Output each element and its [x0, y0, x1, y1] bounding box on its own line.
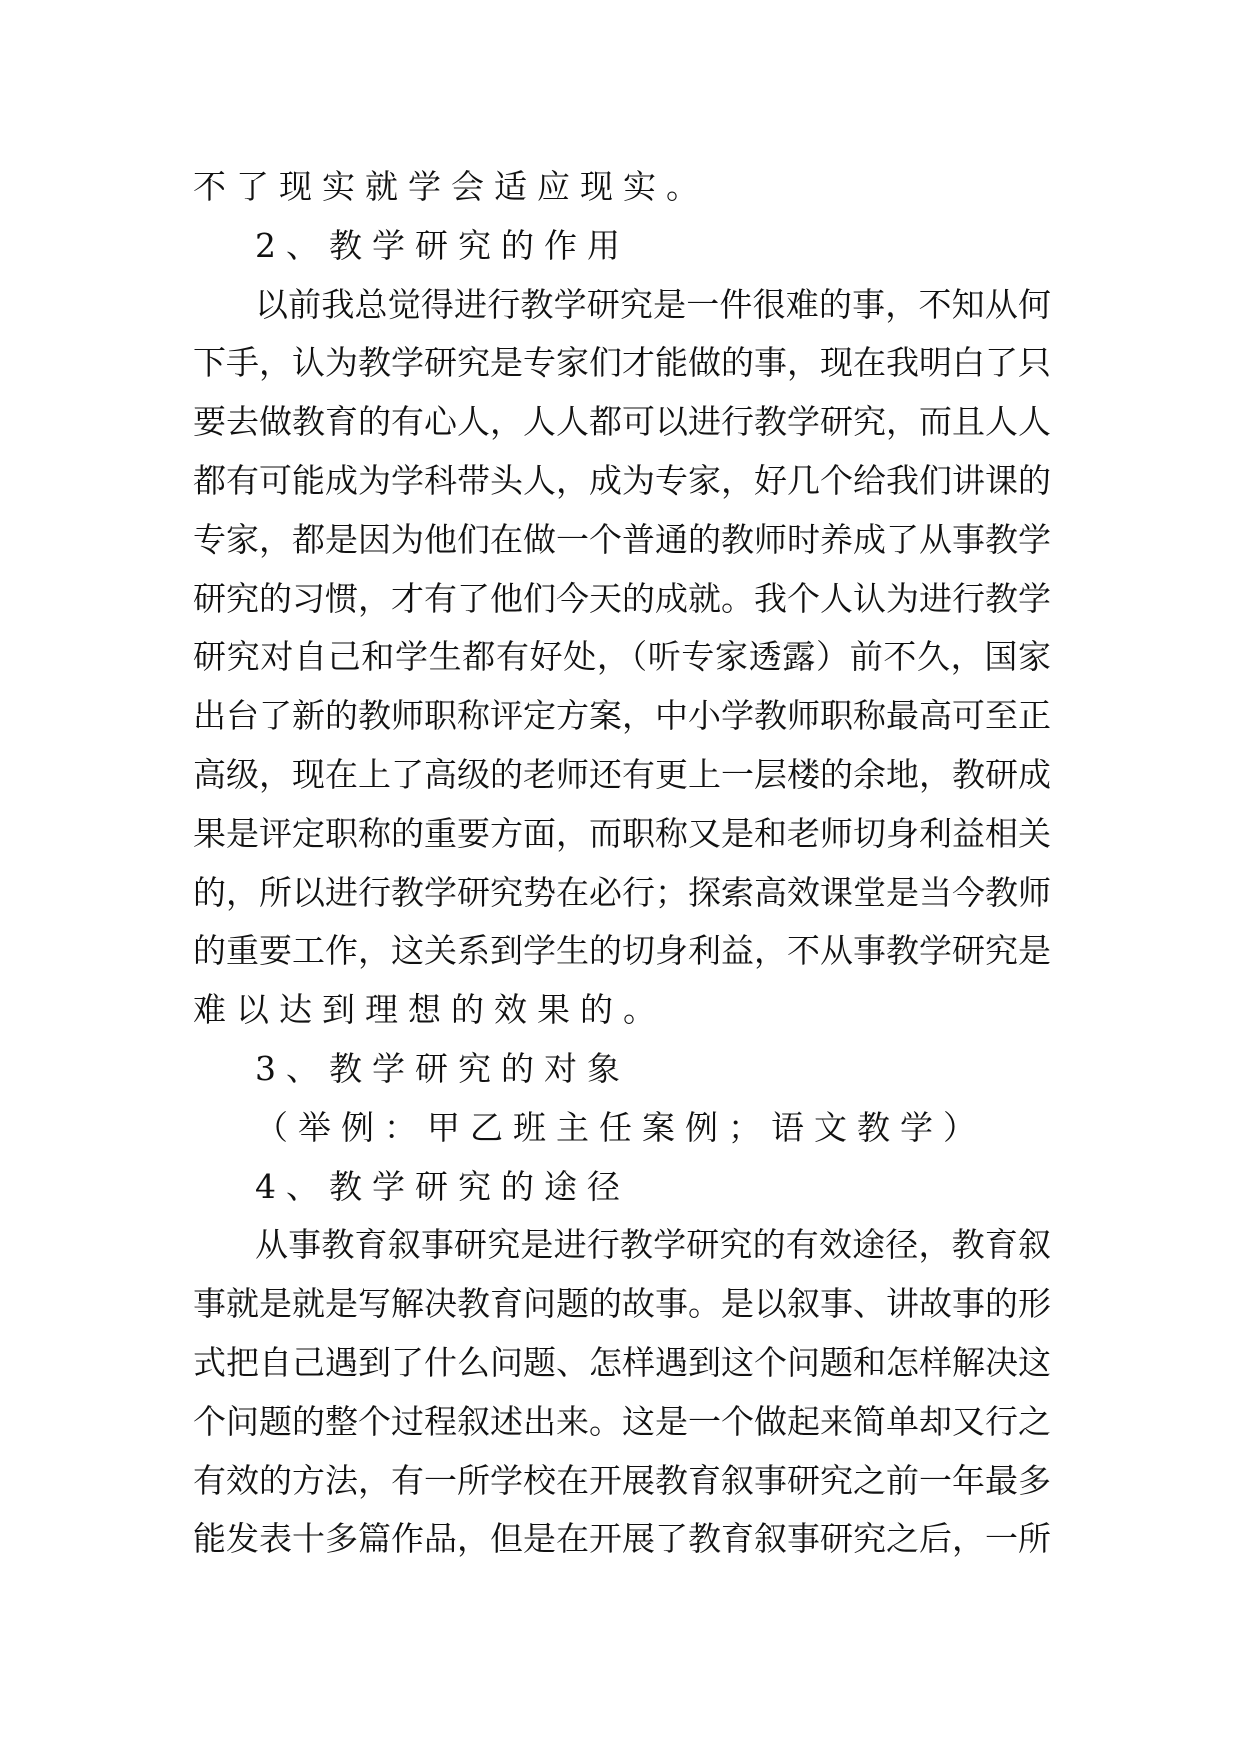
text-line: 难以达到理想的效果的。	[193, 990, 666, 1030]
text-line: （举例：甲乙班主任案例；语文教学）	[255, 1107, 986, 1147]
text-line: 从事教育叙事研究是进行教学研究的有效途径，教育叙	[255, 1225, 1051, 1265]
section-heading: 4、教学研究的途径	[255, 1166, 630, 1206]
document-body	[193, 158, 1051, 1569]
text-line: 有效的方法，有一所学校在开展教育叙事研究之前一年最多	[193, 1460, 1051, 1500]
text-line: 不了现实就学会适应现实。	[193, 167, 709, 206]
text-line: 下手，认为教学研究是专家们才能做的事，现在我明白了只	[193, 343, 1051, 383]
text-line: 以前我总觉得进行教学研究是一件很难的事，不知从何	[255, 284, 1051, 324]
text-line: 高级，现在上了高级的老师还有更上一层楼的余地，教研成	[193, 754, 1051, 794]
text-line: 事就是就是写解决教育问题的故事。是以叙事、讲故事的形	[193, 1284, 1051, 1324]
text-line: 果是评定职称的重要方面，而职称又是和老师切身利益相关	[193, 813, 1051, 853]
text-line: 式把自己遇到了什么问题、怎样遇到这个问题和怎样解决这	[193, 1342, 1051, 1382]
section-heading: 2、教学研究的作用	[255, 225, 630, 265]
text-line: 研究的习惯，才有了他们今天的成就。我个人认为进行教学	[193, 578, 1051, 618]
text-line: 个问题的整个过程叙述出来。这是一个做起来简单却又行之	[193, 1401, 1051, 1441]
text-line: 研究对自己和学生都有好处，（听专家透露）前不久，国家	[193, 637, 1051, 677]
text-line: 能发表十多篇作品，但是在开展了教育叙事研究之后，一所	[193, 1519, 1051, 1559]
text-line: 专家，都是因为他们在做一个普通的教师时养成了从事教学	[193, 519, 1051, 559]
text-line: 出台了新的教师职称评定方案，中小学教师职称最高可至正	[193, 696, 1051, 736]
section-heading: 3、教学研究的对象	[255, 1048, 630, 1088]
text-line: 的重要工作，这关系到学生的切身利益，不从事教学研究是	[193, 931, 1051, 971]
text-line: 的，所以进行教学研究势在必行；探索高效课堂是当今教师	[193, 872, 1051, 912]
text-line: 都有可能成为学科带头人，成为专家，好几个给我们讲课的	[193, 460, 1051, 500]
text-line: 要去做教育的有心人，人人都可以进行教学研究，而且人人	[193, 402, 1051, 442]
